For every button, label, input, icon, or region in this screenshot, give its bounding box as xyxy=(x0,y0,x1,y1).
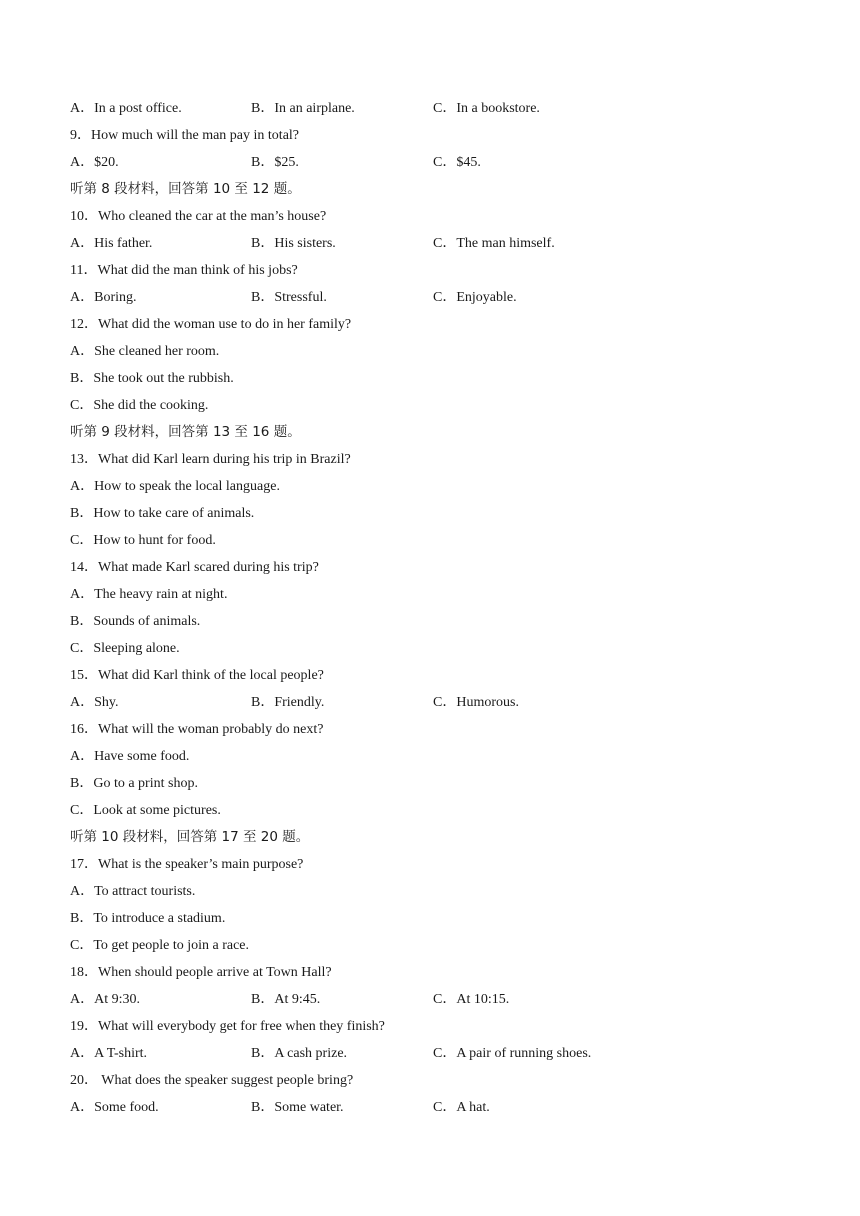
section-text: 听第 9 段材料，回答第 13 至 16 题。 xyxy=(70,424,301,440)
option-row xyxy=(70,95,790,122)
option-text: A．She cleaned her room. xyxy=(70,344,220,359)
question-text: 14．What made Karl scared during his trip? xyxy=(70,560,319,575)
question-text: 9．How much will the man pay in total? xyxy=(70,128,300,143)
question xyxy=(70,1013,790,1040)
option-a: A．A T-shirt. xyxy=(70,1046,148,1061)
option-line xyxy=(70,581,790,608)
option-c: C．In a bookstore. xyxy=(433,101,540,116)
option-line xyxy=(70,608,790,635)
question xyxy=(70,311,790,338)
exam-page xyxy=(70,95,790,1121)
option-line xyxy=(70,932,790,959)
option-line xyxy=(70,797,790,824)
option-text: B．Go to a print shop. xyxy=(70,776,198,791)
question-text: 12．What did the woman use to do in her family? xyxy=(70,317,352,332)
question-text: 19．What will everybody get for free when they finish? xyxy=(70,1019,385,1034)
question xyxy=(70,122,790,149)
question-text: 17．What is the speaker’s main purpose? xyxy=(70,857,304,872)
question-text: 15．What did Karl think of the local people? xyxy=(70,668,324,683)
option-line xyxy=(70,878,790,905)
option-b: B．His sisters. xyxy=(251,236,336,251)
option-line xyxy=(70,635,790,662)
question-text: 11．What did the man think of his jobs? xyxy=(70,263,298,278)
option-line xyxy=(70,365,790,392)
question-text: 16．What will the woman probably do next? xyxy=(70,722,324,737)
question xyxy=(70,851,790,878)
question-text: 18．When should people arrive at Town Hall? xyxy=(70,965,332,980)
question-text: 10．Who cleaned the car at the man’s house? xyxy=(70,209,327,224)
section-instruction xyxy=(70,419,790,446)
option-line xyxy=(70,527,790,554)
option-a: A．$20. xyxy=(70,155,119,170)
option-row xyxy=(70,149,790,176)
option-line xyxy=(70,743,790,770)
option-line xyxy=(70,338,790,365)
question xyxy=(70,1067,790,1094)
option-b: B．$25. xyxy=(251,155,299,170)
option-text: B．To introduce a stadium. xyxy=(70,911,226,926)
option-b: B．Friendly. xyxy=(251,695,325,710)
option-line xyxy=(70,473,790,500)
option-text: C．Look at some pictures. xyxy=(70,803,221,818)
option-c: C．A pair of running shoes. xyxy=(433,1046,592,1061)
question-text: 20． What does the speaker suggest people bring? xyxy=(70,1073,354,1088)
question xyxy=(70,959,790,986)
section-text: 听第 8 段材料，回答第 10 至 12 题。 xyxy=(70,181,301,197)
option-text: A．To attract tourists. xyxy=(70,884,196,899)
option-text: C．She did the cooking. xyxy=(70,398,209,413)
option-a: A．Some food. xyxy=(70,1100,159,1115)
option-b: B．A cash prize. xyxy=(251,1046,348,1061)
section-instruction xyxy=(70,176,790,203)
option-b: B．Some water. xyxy=(251,1100,344,1115)
option-a: A．In a post office. xyxy=(70,101,182,116)
question-text: 13．What did Karl learn during his trip in Brazil? xyxy=(70,452,351,467)
option-row xyxy=(70,1040,790,1067)
option-text: A．How to speak the local language. xyxy=(70,479,280,494)
question xyxy=(70,257,790,284)
option-a: A．Shy. xyxy=(70,695,119,710)
option-row xyxy=(70,986,790,1013)
option-line xyxy=(70,392,790,419)
option-text: B．She took out the rubbish. xyxy=(70,371,234,386)
question xyxy=(70,662,790,689)
option-line xyxy=(70,905,790,932)
option-text: B．Sounds of animals. xyxy=(70,614,201,629)
option-a: A．At 9:30. xyxy=(70,992,140,1007)
option-row xyxy=(70,284,790,311)
option-b: B．At 9:45. xyxy=(251,992,321,1007)
option-text: B．How to take care of animals. xyxy=(70,506,255,521)
option-a: A．Boring. xyxy=(70,290,137,305)
option-text: C．To get people to join a race. xyxy=(70,938,250,953)
section-text: 听第 10 段材料，回答第 17 至 20 题。 xyxy=(70,829,310,845)
question xyxy=(70,554,790,581)
option-row xyxy=(70,689,790,716)
option-row xyxy=(70,1094,790,1121)
option-c: C．A hat. xyxy=(433,1100,490,1115)
option-text: A．The heavy rain at night. xyxy=(70,587,228,602)
question xyxy=(70,446,790,473)
option-c: C．Enjoyable. xyxy=(433,290,517,305)
option-a: A．His father. xyxy=(70,236,153,251)
section-instruction xyxy=(70,824,790,851)
option-text: C．How to hunt for food. xyxy=(70,533,216,548)
option-row xyxy=(70,230,790,257)
option-b: B．Stressful. xyxy=(251,290,327,305)
option-line xyxy=(70,500,790,527)
question xyxy=(70,203,790,230)
option-c: C．At 10:15. xyxy=(433,992,510,1007)
question xyxy=(70,716,790,743)
option-text: A．Have some food. xyxy=(70,749,190,764)
option-c: C．The man himself. xyxy=(433,236,555,251)
option-c: C．Humorous. xyxy=(433,695,519,710)
option-c: C．$45. xyxy=(433,155,481,170)
option-b: B．In an airplane. xyxy=(251,101,355,116)
option-text: C．Sleeping alone. xyxy=(70,641,180,656)
option-line xyxy=(70,770,790,797)
